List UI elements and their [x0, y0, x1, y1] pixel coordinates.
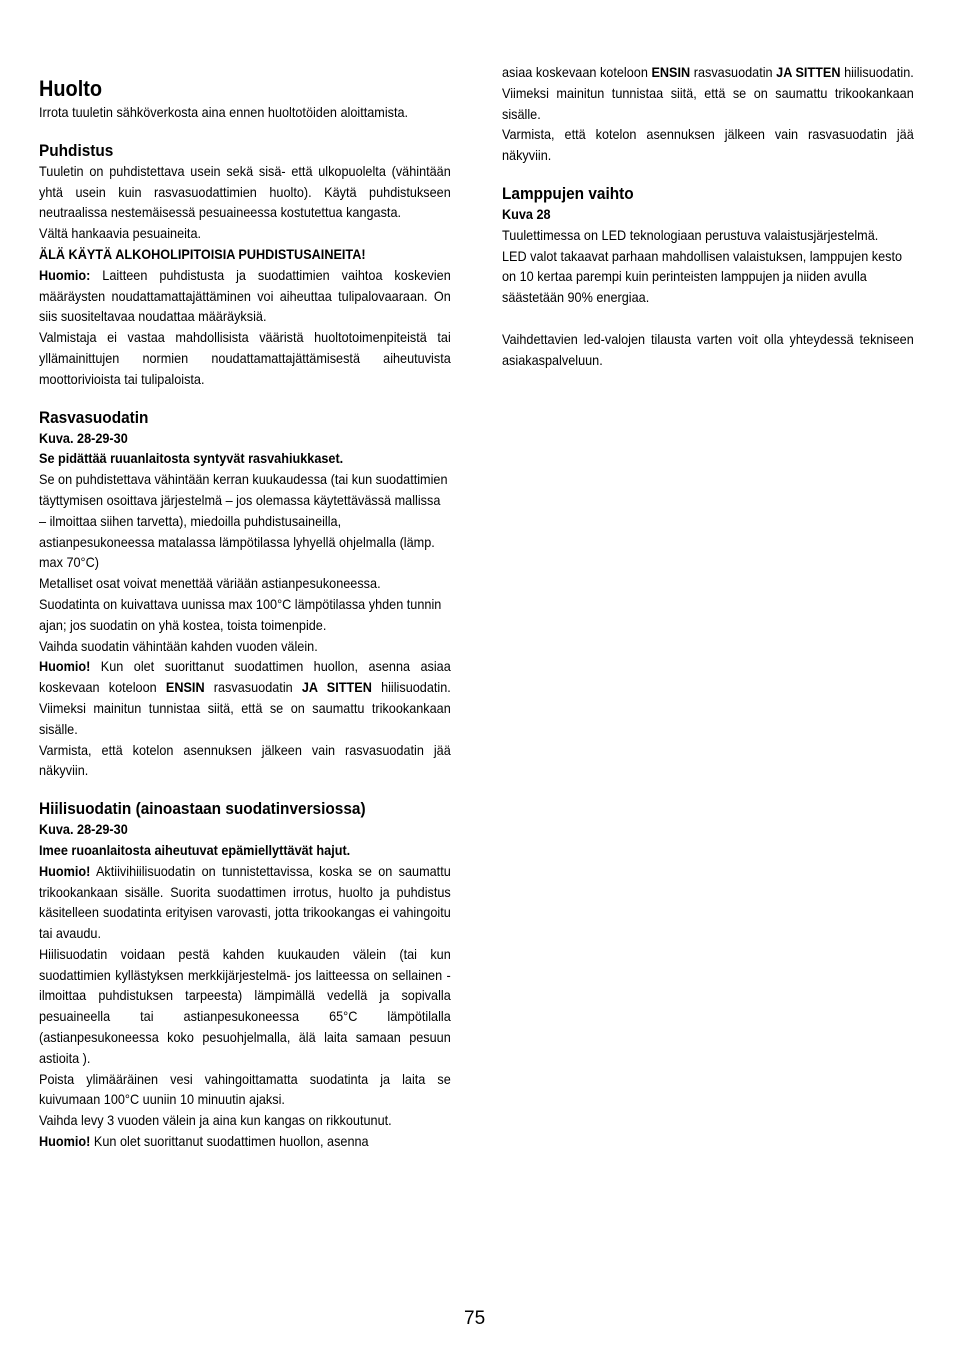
note-emphasis-first: ENSIN: [651, 64, 691, 80]
note-text: hiilisuodatin. Viimeksi mainitun tunnistaa siitä, että se on saumattu trikookankaan sisälle.: [39, 679, 451, 737]
spacer: [502, 308, 914, 329]
note-label: Huomio!: [39, 1133, 91, 1150]
note-text: hiilisuodatin. Viimeksi mainitun tunnistaa siitä, että se on saumattu trikookankaan sisälle.: [502, 64, 914, 122]
rasva-paragraph-3: Suodatinta on kuivattava uunissa max 100°C lämpötilassa yhden tunnin ajan; jos suodatin on yhä kostea, toista toimenpide.: [39, 595, 442, 633]
rasva-note: [39, 656, 451, 739]
note-emphasis-then: JA SITTEN: [776, 64, 841, 80]
note-label: Huomio:: [39, 266, 91, 283]
section-title-huolto: Huolto: [39, 76, 103, 101]
note-emphasis-first: ENSIN: [165, 679, 205, 696]
lamp-paragraph-1: Tuulettimessa on LED teknologiaan perustuva valaistusjärjestelmä.: [502, 226, 879, 243]
note-text: Kun olet suorittanut suodattimen huollon, asenna asiaa koskevaan koteloon: [39, 658, 451, 696]
page-number: 75: [464, 1308, 486, 1329]
lamp-paragraph-3: Vaihdettavien led-valojen tilausta varten voit olla yhteydessä tekniseen asiakaspalveluun.: [502, 330, 914, 368]
right-column: [502, 62, 914, 371]
note-text: rasvasuodatin: [690, 64, 777, 80]
continued-paragraph: Varmista, että kotelon asennuksen jälkeen vain rasvasuodatin jää näkyviin.: [502, 126, 914, 164]
puhdistus-note: [39, 265, 451, 327]
rasva-figure-ref: Kuva. 28-29-30: [39, 429, 128, 446]
hiili-paragraph-1: Hiilisuodatin voidaan pestä kahden kuukauden välein (tai kun suodattimien kyllästyksen merkkijärjestelmä- jos laitteessa on sellainen - ilmoittaa puhdistuksen tarpeesta) lämpimällä vedellä ja sopivalla pesuaineella tai astianpesukoneessa 65°C lämpötilalla (astianpesukoneessa koko pesuohjelmalla, älä laita samaan pesuun astioita ).: [39, 945, 451, 1066]
rasva-lead: Se pidättää ruuanlaitosta syntyvät rasvahiukkaset.: [39, 450, 344, 467]
rasva-paragraph-5: Varmista, että kotelon asennuksen jälkeen vain rasvasuodatin jää näkyviin.: [39, 741, 451, 779]
rasva-paragraph-1: Se on puhdistettava vähintään kerran kuukaudessa (tai kun suodattimien täyttymisen osoittava järjestelmä – jos olemassa käytettävässä mallissa – ilmoittaa siihen tarvetta), miedoilla puhdistusaineilla, astianpesukoneessa matalassa lämpötilassa lyhyellä ohjelmalla (lämp. max 70°C): [39, 471, 448, 571]
puhdistus-warning: ÄLÄ KÄYTÄ ALKOHOLIPITOISIA PUHDISTUSAINEITA!: [39, 245, 366, 262]
note-label: Huomio!: [39, 862, 91, 879]
section-title-rasvasuodatin: Rasvasuodatin: [39, 407, 149, 427]
lamp-figure-ref: Kuva 28: [502, 205, 551, 222]
huolto-intro: Irrota tuuletin sähköverkosta aina ennen huoltotöiden aloittamista.: [39, 104, 409, 120]
hiili-lead: Imee ruoanlaitosta aiheutuvat epämiellyttävät hajut.: [39, 841, 351, 858]
note-text: asiaa koskevaan koteloon: [502, 64, 652, 80]
rasva-paragraph-2: Metalliset osat voivat menettää väriään astianpesukoneessa.: [39, 575, 381, 592]
section-title-lamppujen-vaihto: Lamppujen vaihto: [502, 183, 634, 203]
note-text: Aktiivihiilisuodatin on tunnistettavissa, koska se on saumattu trikookankaan sisälle. Suorita suodattimen irrotus, huolto ja puhdistus käsitelleen suodatinta erityisen varovasti, jotta trikookangas ei vahingoitu tai avaudu.: [39, 862, 451, 942]
puhdistus-paragraph-2: Vältä hankaavia pesuaineita.: [39, 225, 202, 242]
note-text: Kun olet suorittanut suodattimen huollon, asenna: [90, 1133, 369, 1150]
section-title-hiilisuodatin: Hiilisuodatin (ainoastaan suodatinversiossa): [39, 799, 366, 819]
hiili-paragraph-3: Vaihda levy 3 vuoden välein ja aina kun kangas on rikkoutunut.: [39, 1112, 392, 1129]
hiili-note-2: [39, 1131, 451, 1152]
note-text: Laitteen puhdistusta ja suodattimien vaihtoa koskevien määräysten noudattamattajättäminen voi aiheuttaa tulipalovaaraan. On siis suositeltavaa noudattaa määräyksiä.: [39, 266, 451, 325]
hiili-figure-ref: Kuva. 28-29-30: [39, 821, 128, 838]
hiili-paragraph-2: Poista ylimääräinen vesi vahingoittamatta suodatinta ja laita se kuivumaan 100°C uuniin 10 minuutin ajaksi.: [39, 1070, 451, 1108]
section-title-puhdistus: Puhdistus: [39, 140, 114, 160]
hiili-note: [39, 861, 451, 944]
puhdistus-paragraph-3: Valmistaja ei vastaa mahdollisista vääristä huoltotoimenpiteistä tai yllämainittujen normien noudattamattajättämisestä aiheutuvista moottorivioista tai tulipaloista.: [39, 329, 451, 387]
puhdistus-paragraph-1: Tuuletin on puhdistettava usein sekä sisä- että ulkopuolelta (vähintään yhtä usein kuin rasvasuodattimien huolto). Käytä puhdistukseen neutraalissa nestemäisessä pesuaineessa kostutettua kangasta.: [39, 162, 451, 221]
note-emphasis-then: JA SITTEN: [301, 679, 372, 696]
note-label: Huomio!: [39, 658, 91, 675]
lamp-paragraph-2: LED valot takaavat parhaan mahdollisen valaistuksen, lamppujen kesto on 10 kertaa parempi kuin perinteisten lamppujen ja niiden avulla säästetään 90% energiaa.: [502, 247, 903, 306]
rasva-paragraph-4: Vaihda suodatin vähintään kahden vuoden välein.: [39, 637, 318, 654]
note-text: rasvasuodatin: [204, 679, 302, 696]
continued-note: [502, 62, 914, 124]
left-column: [39, 62, 451, 1152]
